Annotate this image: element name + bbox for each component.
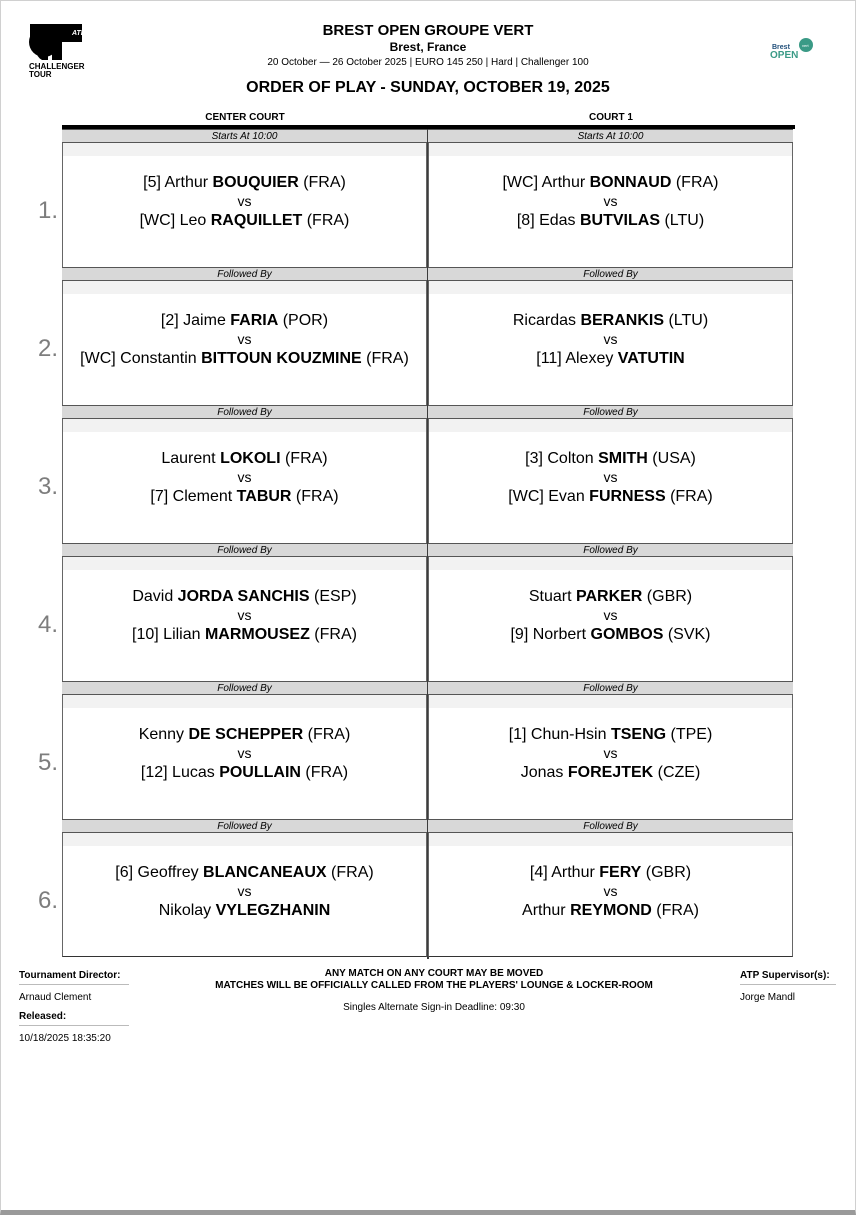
player-prefix: [12] Lucas bbox=[140, 764, 220, 781]
player-line bbox=[63, 449, 426, 468]
svg-text:OPEN: OPEN bbox=[770, 50, 799, 61]
player-prefix: [WC] Constantin bbox=[80, 350, 202, 367]
player-surname: GOMBOS bbox=[590, 626, 664, 643]
svg-text:CHALLENGER: CHALLENGER bbox=[29, 62, 85, 71]
player-surname: VATUTIN bbox=[617, 350, 685, 367]
player-country: (FRA) bbox=[326, 864, 374, 881]
player-prefix: [WC] Leo bbox=[139, 212, 211, 229]
supervisor-label: ATP Supervisor(s): bbox=[740, 968, 836, 985]
match-order-number: 6. bbox=[38, 887, 59, 914]
vs-label: vs bbox=[603, 193, 618, 209]
notice-called: MATCHES WILL BE OFFICIALLY CALLED FROM THE PLAYERS' LOUNGE & LOCKER-ROOM bbox=[215, 980, 653, 991]
vs-label: vs bbox=[603, 607, 618, 623]
svg-text:vert: vert bbox=[802, 43, 809, 48]
player-country: (CZE) bbox=[653, 764, 701, 781]
player-prefix: Stuart bbox=[528, 588, 576, 605]
player-prefix: [10] Lilian bbox=[132, 626, 205, 643]
atp-badge: ATP bbox=[72, 30, 86, 37]
player-surname: BONNAUD bbox=[589, 174, 672, 191]
player-surname: TABUR bbox=[236, 488, 292, 505]
player-country: (TPE) bbox=[666, 726, 713, 743]
match-order-number: 1. bbox=[38, 197, 59, 224]
court-header-court1: COURT 1 bbox=[589, 112, 633, 123]
player-line bbox=[429, 311, 792, 330]
player-surname: LOKOLI bbox=[220, 450, 281, 467]
match-card bbox=[428, 281, 793, 405]
player-prefix: [WC] Evan bbox=[508, 488, 590, 505]
player-prefix: [WC] Arthur bbox=[502, 174, 590, 191]
player-line bbox=[429, 587, 792, 606]
starts-at-band: Starts At 10:00 bbox=[62, 129, 427, 143]
player-prefix: Arthur bbox=[522, 902, 571, 919]
match-card bbox=[62, 143, 427, 267]
vs-label: vs bbox=[603, 883, 618, 899]
match-card bbox=[428, 419, 793, 543]
player-prefix: [1] Chun-Hsin bbox=[508, 726, 611, 743]
player-prefix: [8] Edas bbox=[516, 212, 580, 229]
starts-at-band: Starts At 10:00 bbox=[428, 129, 793, 143]
player-country: (FRA) bbox=[309, 626, 357, 643]
player-line bbox=[63, 211, 426, 230]
player-line bbox=[429, 763, 792, 782]
player-surname: DE SCHEPPER bbox=[188, 726, 304, 743]
player-country: (GBR) bbox=[641, 864, 692, 881]
vs-label: vs bbox=[237, 883, 252, 899]
player-surname: FOREJTEK bbox=[567, 764, 654, 781]
vs-label: vs bbox=[237, 193, 252, 209]
player-surname: POULLAIN bbox=[219, 764, 301, 781]
player-country: (FRA) bbox=[302, 212, 350, 229]
player-prefix: Laurent bbox=[161, 450, 221, 467]
player-surname: VYLEGZHANIN bbox=[215, 902, 331, 919]
player-surname: PARKER bbox=[575, 588, 643, 605]
player-surname: MARMOUSEZ bbox=[204, 626, 310, 643]
player-prefix: [2] Jaime bbox=[160, 312, 231, 329]
player-line bbox=[63, 587, 426, 606]
player-line bbox=[63, 625, 426, 644]
supervisor-name: Jorge Mandl bbox=[740, 992, 796, 1003]
player-surname: BERANKIS bbox=[580, 312, 664, 329]
svg-text:TOUR: TOUR bbox=[29, 70, 52, 78]
notices-block bbox=[150, 968, 718, 1013]
vs-label: vs bbox=[237, 745, 252, 761]
player-surname: SMITH bbox=[598, 450, 648, 467]
player-surname: FERY bbox=[599, 864, 642, 881]
followed-by-band: Followed By bbox=[62, 543, 427, 557]
player-prefix: [4] Arthur bbox=[529, 864, 600, 881]
player-surname: RAQUILLET bbox=[210, 212, 303, 229]
released-time: 10/18/2025 18:35:20 bbox=[19, 1033, 111, 1044]
followed-by-band: Followed By bbox=[428, 819, 793, 833]
player-line bbox=[429, 901, 792, 920]
player-line bbox=[429, 173, 792, 192]
player-prefix: Ricardas bbox=[512, 312, 581, 329]
player-surname: BLANCANEAUX bbox=[203, 864, 327, 881]
match-order-number: 5. bbox=[38, 749, 59, 776]
followed-by-band: Followed By bbox=[428, 543, 793, 557]
supervisor-block bbox=[740, 968, 836, 1009]
player-line bbox=[429, 211, 792, 230]
player-line bbox=[63, 901, 426, 920]
director-label: Tournament Director: bbox=[19, 968, 129, 985]
player-country: (LTU) bbox=[660, 212, 705, 229]
player-line bbox=[63, 763, 426, 782]
center-court-column bbox=[62, 129, 427, 957]
vs-label: vs bbox=[237, 607, 252, 623]
match-card bbox=[428, 557, 793, 681]
player-surname: FARIA bbox=[230, 312, 279, 329]
match-card bbox=[428, 143, 793, 267]
player-line bbox=[63, 311, 426, 330]
court1-column bbox=[428, 129, 793, 957]
director-block bbox=[19, 968, 129, 1050]
player-prefix: [11] Alexey bbox=[536, 350, 618, 367]
player-surname: BITTOUN KOUZMINE bbox=[201, 350, 362, 367]
director-name: Arnaud Clement bbox=[19, 992, 92, 1003]
player-country: (FRA) bbox=[291, 488, 339, 505]
player-surname: REYMOND bbox=[570, 902, 652, 919]
svg-text:Brest: Brest bbox=[772, 44, 790, 51]
match-order-number: 4. bbox=[38, 611, 59, 638]
followed-by-band: Followed By bbox=[62, 405, 427, 419]
player-prefix: [9] Norbert bbox=[510, 626, 591, 643]
released-label: Released: bbox=[19, 1009, 129, 1026]
player-country: (FRA) bbox=[300, 764, 349, 781]
match-card bbox=[62, 695, 427, 819]
match-card bbox=[428, 833, 793, 957]
player-country: (FRA) bbox=[280, 450, 328, 467]
player-country: (SVK) bbox=[663, 626, 711, 643]
tournament-header bbox=[0, 22, 856, 70]
vs-label: vs bbox=[237, 331, 252, 347]
player-surname: JORDA SANCHIS bbox=[177, 588, 310, 605]
player-country: (FRA) bbox=[298, 174, 346, 191]
followed-by-band: Followed By bbox=[428, 681, 793, 695]
player-line bbox=[429, 725, 792, 744]
player-country: (USA) bbox=[647, 450, 696, 467]
player-line bbox=[429, 487, 792, 506]
followed-by-band: Followed By bbox=[428, 267, 793, 281]
vs-label: vs bbox=[603, 745, 618, 761]
player-prefix: [5] Arthur bbox=[143, 174, 213, 191]
match-card bbox=[62, 419, 427, 543]
player-surname: FURNESS bbox=[589, 488, 666, 505]
player-line bbox=[63, 349, 426, 368]
player-surname: TSENG bbox=[610, 726, 667, 743]
player-prefix: Kenny bbox=[138, 726, 189, 743]
player-country: (ESP) bbox=[309, 588, 357, 605]
player-country: (FRA) bbox=[651, 902, 699, 919]
player-country: (LTU) bbox=[664, 312, 709, 329]
player-prefix: Jonas bbox=[520, 764, 568, 781]
player-prefix: [3] Colton bbox=[525, 450, 599, 467]
court-header-center: CENTER COURT bbox=[205, 112, 285, 123]
match-card bbox=[62, 281, 427, 405]
player-line bbox=[429, 625, 792, 644]
player-country: (GBR) bbox=[642, 588, 693, 605]
followed-by-band: Followed By bbox=[428, 405, 793, 419]
vs-label: vs bbox=[603, 469, 618, 485]
player-country: (FRA) bbox=[361, 350, 409, 367]
match-card bbox=[62, 557, 427, 681]
player-line bbox=[63, 725, 426, 744]
player-prefix: [7] Clement bbox=[150, 488, 237, 505]
player-country: (FRA) bbox=[303, 726, 351, 743]
player-country: (FRA) bbox=[665, 488, 713, 505]
tournament-name: BREST OPEN GROUPE VERT bbox=[322, 22, 534, 39]
match-card bbox=[428, 695, 793, 819]
player-line bbox=[63, 863, 426, 882]
match-order-number: 3. bbox=[38, 473, 59, 500]
player-surname: BUTVILAS bbox=[580, 212, 660, 229]
player-line bbox=[63, 173, 426, 192]
match-order-number: 2. bbox=[38, 335, 59, 362]
followed-by-band: Followed By bbox=[62, 681, 427, 695]
player-line bbox=[429, 863, 792, 882]
player-surname: BOUQUIER bbox=[212, 174, 299, 191]
player-prefix: David bbox=[132, 588, 178, 605]
tournament-location: Brest, France bbox=[389, 40, 467, 54]
player-line bbox=[63, 487, 426, 506]
vs-label: vs bbox=[603, 331, 618, 347]
player-country: (POR) bbox=[278, 312, 329, 329]
player-prefix: [6] Geoffrey bbox=[115, 864, 204, 881]
tournament-info: 20 October — 26 October 2025 | EURO 145 250 | Hard | Challenger 100 bbox=[267, 57, 589, 68]
player-line bbox=[429, 449, 792, 468]
order-of-play-title: ORDER OF PLAY - SUNDAY, OCTOBER 19, 2025 bbox=[246, 79, 610, 96]
followed-by-band: Followed By bbox=[62, 267, 427, 281]
signin-deadline: Singles Alternate Sign-in Deadline: 09:30 bbox=[343, 1002, 525, 1013]
player-prefix: Nikolay bbox=[158, 902, 216, 919]
notice-moved: ANY MATCH ON ANY COURT MAY BE MOVED bbox=[324, 968, 544, 979]
vs-label: vs bbox=[237, 469, 252, 485]
match-card bbox=[62, 833, 427, 957]
followed-by-band: Followed By bbox=[62, 819, 427, 833]
player-country: (FRA) bbox=[671, 174, 719, 191]
player-line bbox=[429, 349, 792, 368]
